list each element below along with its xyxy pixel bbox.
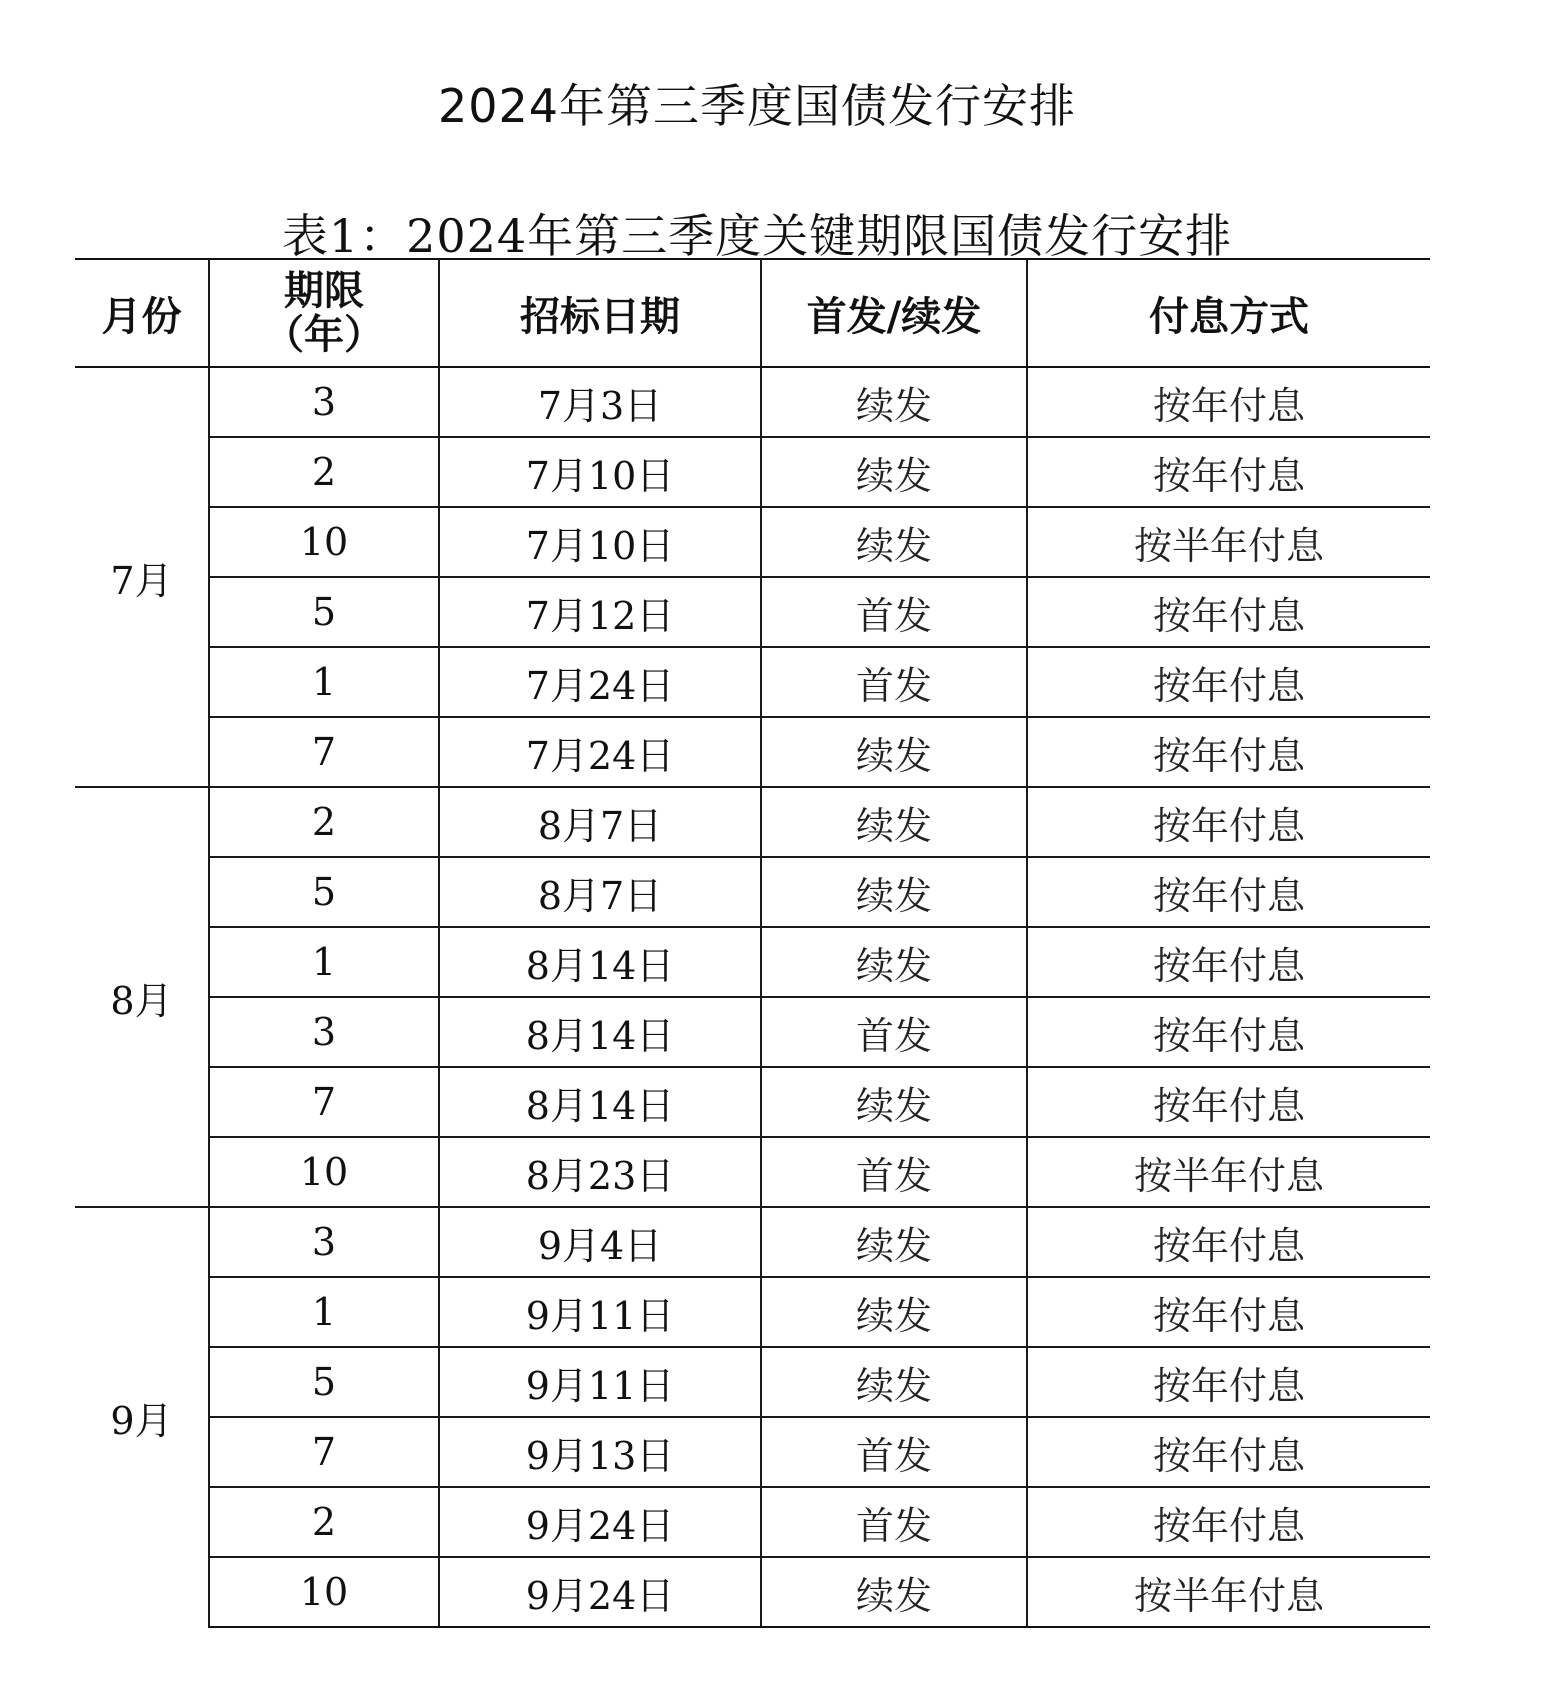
auction-date-cell: 8月7日 xyxy=(439,857,761,927)
auction-date-cell: 8月7日 xyxy=(439,787,761,857)
payment-method-cell: 按半年付息 xyxy=(1027,1557,1430,1627)
auction-date-cell: 9月11日 xyxy=(439,1347,761,1417)
issue-type-cell: 续发 xyxy=(761,507,1027,577)
issue-type-cell: 续发 xyxy=(761,787,1027,857)
header-term xyxy=(209,259,439,367)
table-row xyxy=(75,787,1430,857)
payment-method-cell: 按年付息 xyxy=(1027,367,1430,437)
issue-type-cell: 续发 xyxy=(761,1557,1027,1627)
issue-type-cell: 续发 xyxy=(761,1277,1027,1347)
auction-date-cell: 9月13日 xyxy=(439,1417,761,1487)
term-cell: 3 xyxy=(209,997,439,1067)
term-cell: 7 xyxy=(209,717,439,787)
header-date: 招标日期 xyxy=(439,259,761,367)
table-row xyxy=(75,927,1430,997)
payment-method-cell: 按年付息 xyxy=(1027,437,1430,507)
payment-method-cell: 按年付息 xyxy=(1027,1347,1430,1417)
header-term-line2: （年） xyxy=(264,312,384,358)
header-payment: 付息方式 xyxy=(1027,259,1430,367)
auction-date-cell: 7月12日 xyxy=(439,577,761,647)
auction-date-cell: 9月24日 xyxy=(439,1557,761,1627)
issue-type-cell: 首发 xyxy=(761,1417,1027,1487)
table-row xyxy=(75,507,1430,577)
payment-method-cell: 按年付息 xyxy=(1027,997,1430,1067)
header-issue-type: 首发/续发 xyxy=(761,259,1027,367)
issuance-schedule-table xyxy=(75,258,1430,1628)
auction-date-cell: 7月24日 xyxy=(439,717,761,787)
month-cell: 7月 xyxy=(75,367,209,787)
month-cell: 9月 xyxy=(75,1207,209,1627)
issue-type-cell: 首发 xyxy=(761,1137,1027,1207)
payment-method-cell: 按年付息 xyxy=(1027,787,1430,857)
table-row xyxy=(75,577,1430,647)
table-row xyxy=(75,367,1430,437)
term-cell: 10 xyxy=(209,1557,439,1627)
table-header-row xyxy=(75,259,1430,367)
table-row xyxy=(75,1067,1430,1137)
issue-type-cell: 首发 xyxy=(761,577,1027,647)
table-row xyxy=(75,1487,1430,1557)
auction-date-cell: 9月11日 xyxy=(439,1277,761,1347)
term-cell: 10 xyxy=(209,1137,439,1207)
term-cell: 2 xyxy=(209,787,439,857)
term-cell: 2 xyxy=(209,1487,439,1557)
issue-type-cell: 续发 xyxy=(761,927,1027,997)
table-row xyxy=(75,857,1430,927)
table-row xyxy=(75,647,1430,717)
term-cell: 2 xyxy=(209,437,439,507)
issue-type-cell: 续发 xyxy=(761,367,1027,437)
payment-method-cell: 按年付息 xyxy=(1027,857,1430,927)
term-cell: 1 xyxy=(209,1277,439,1347)
issue-type-cell: 续发 xyxy=(761,857,1027,927)
table-row xyxy=(75,1207,1430,1277)
term-cell: 3 xyxy=(209,367,439,437)
payment-method-cell: 按年付息 xyxy=(1027,1487,1430,1557)
table-row xyxy=(75,1347,1430,1417)
auction-date-cell: 8月14日 xyxy=(439,1067,761,1137)
issue-type-cell: 续发 xyxy=(761,1067,1027,1137)
issue-type-cell: 续发 xyxy=(761,717,1027,787)
auction-date-cell: 8月23日 xyxy=(439,1137,761,1207)
month-cell: 8月 xyxy=(75,787,209,1207)
term-cell: 1 xyxy=(209,647,439,717)
payment-method-cell: 按半年付息 xyxy=(1027,1137,1430,1207)
auction-date-cell: 7月10日 xyxy=(439,507,761,577)
payment-method-cell: 按半年付息 xyxy=(1027,507,1430,577)
payment-method-cell: 按年付息 xyxy=(1027,717,1430,787)
auction-date-cell: 9月4日 xyxy=(439,1207,761,1277)
table-body xyxy=(75,367,1430,1627)
issue-type-cell: 首发 xyxy=(761,1487,1027,1557)
payment-method-cell: 按年付息 xyxy=(1027,577,1430,647)
term-cell: 3 xyxy=(209,1207,439,1277)
term-cell: 5 xyxy=(209,577,439,647)
auction-date-cell: 8月14日 xyxy=(439,927,761,997)
payment-method-cell: 按年付息 xyxy=(1027,1207,1430,1277)
issue-type-cell: 首发 xyxy=(761,647,1027,717)
term-cell: 7 xyxy=(209,1417,439,1487)
term-cell: 7 xyxy=(209,1067,439,1137)
issue-type-cell: 首发 xyxy=(761,997,1027,1067)
auction-date-cell: 8月14日 xyxy=(439,997,761,1067)
auction-date-cell: 7月3日 xyxy=(439,367,761,437)
payment-method-cell: 按年付息 xyxy=(1027,1277,1430,1347)
auction-date-cell: 7月10日 xyxy=(439,437,761,507)
term-cell: 10 xyxy=(209,507,439,577)
page-title: 2024年第三季度国债发行安排 xyxy=(437,79,1077,133)
table-row xyxy=(75,1417,1430,1487)
issue-type-cell: 续发 xyxy=(761,437,1027,507)
payment-method-cell: 按年付息 xyxy=(1027,1067,1430,1137)
auction-date-cell: 9月24日 xyxy=(439,1487,761,1557)
table-row xyxy=(75,1277,1430,1347)
table-row xyxy=(75,1557,1430,1627)
table-caption: 表1：2024年第三季度关键期限国债发行安排 xyxy=(281,209,1233,263)
table-row xyxy=(75,717,1430,787)
table-row xyxy=(75,437,1430,507)
payment-method-cell: 按年付息 xyxy=(1027,1417,1430,1487)
payment-method-cell: 按年付息 xyxy=(1027,647,1430,717)
term-cell: 1 xyxy=(209,927,439,997)
auction-date-cell: 7月24日 xyxy=(439,647,761,717)
table-row xyxy=(75,1137,1430,1207)
payment-method-cell: 按年付息 xyxy=(1027,927,1430,997)
header-month: 月份 xyxy=(75,259,209,367)
term-cell: 5 xyxy=(209,1347,439,1417)
header-term-line1: 期限 xyxy=(284,268,364,314)
table-row xyxy=(75,997,1430,1067)
term-cell: 5 xyxy=(209,857,439,927)
issue-type-cell: 续发 xyxy=(761,1347,1027,1417)
issue-type-cell: 续发 xyxy=(761,1207,1027,1277)
